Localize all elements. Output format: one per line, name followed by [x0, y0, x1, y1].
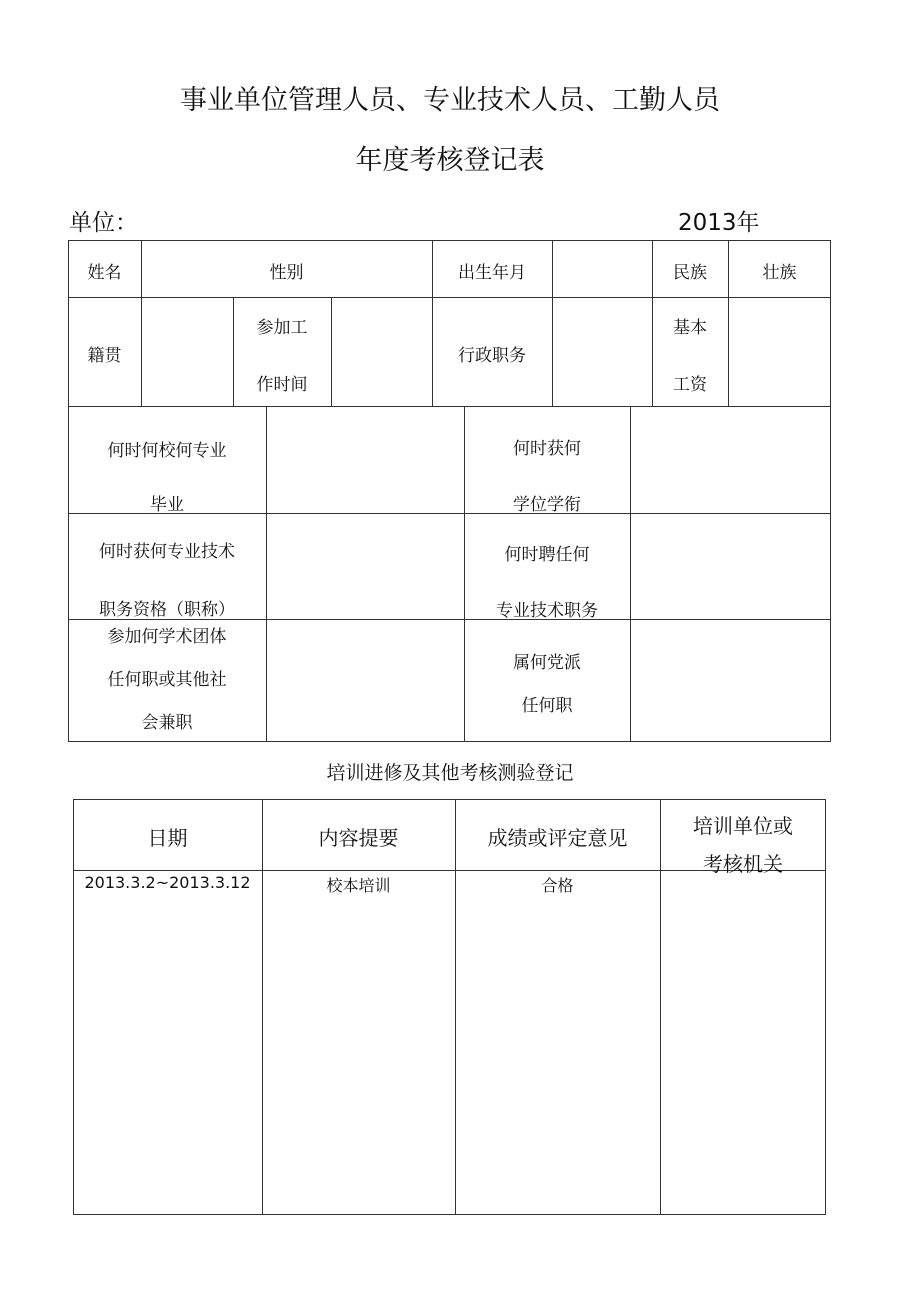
tech-title-label-line1: 何时获何专业技术 [99, 542, 235, 562]
graduation-label-line1: 何时何校何专业 [107, 441, 227, 461]
col-divider [630, 406, 631, 742]
col-header-date: 日期 [147, 826, 188, 850]
training-row-result: 合格 [541, 876, 574, 895]
ethnicity-label: 民族 [673, 263, 707, 283]
admin-post-label: 行政职务 [458, 346, 526, 366]
party-label-line1: 属何党派 [513, 653, 581, 673]
base-salary-label-line1: 基本 [673, 318, 707, 338]
tech-post-label-line2: 专业技术职务 [496, 601, 598, 621]
degree-label-line1: 何时获何 [513, 439, 581, 459]
degree-label-line2: 学位学衔 [513, 495, 581, 515]
tech-post-label-line1: 何时聘任何 [504, 545, 590, 565]
academic-label-line2: 任何职或其他社 [107, 670, 227, 690]
col-header-org-line1: 培训单位或 [693, 814, 793, 838]
col-divider [266, 406, 267, 742]
form-subtitle: 年度考核登记表 [355, 145, 545, 176]
name-label: 姓名 [87, 263, 122, 283]
party-label-line2: 任何职 [521, 696, 573, 716]
ethnicity-value[interactable]: 壮族 [762, 263, 797, 283]
col-divider [455, 799, 456, 1215]
row-divider [68, 297, 831, 298]
col-header-org-line2: 考核机关 [703, 852, 783, 876]
form-title: 事业单位管理人员、专业技术人员、工勤人员 [180, 85, 720, 116]
tech-title-label-line2: 职务资格（职称） [99, 600, 235, 620]
row-divider [68, 406, 831, 407]
birth-label: 出生年月 [458, 263, 526, 283]
gender-label: 性别 [269, 263, 304, 283]
academic-label-line1: 参加何学术团体 [107, 627, 227, 647]
training-section-title: 培训进修及其他考核测验登记 [326, 762, 574, 784]
col-header-result: 成绩或评定意见 [487, 826, 628, 850]
academic-label-line3: 会兼职 [141, 713, 193, 733]
native-place-label: 籍贯 [87, 346, 122, 366]
year-label: 2013年 [678, 210, 760, 236]
col-divider [262, 799, 263, 1215]
base-salary-label-line2: 工资 [673, 375, 707, 395]
training-row-date: 2013.3.2~2013.3.12 [84, 873, 251, 892]
col-header-content: 内容提要 [318, 826, 399, 850]
work-start-label-line2: 作时间 [256, 375, 308, 395]
col-divider [552, 240, 553, 407]
unit-label: 单位： [69, 210, 138, 236]
training-row-content: 校本培训 [326, 876, 391, 895]
work-start-label-line1: 参加工 [256, 318, 308, 338]
col-divider [331, 297, 332, 407]
graduation-label-line2: 毕业 [150, 495, 184, 515]
